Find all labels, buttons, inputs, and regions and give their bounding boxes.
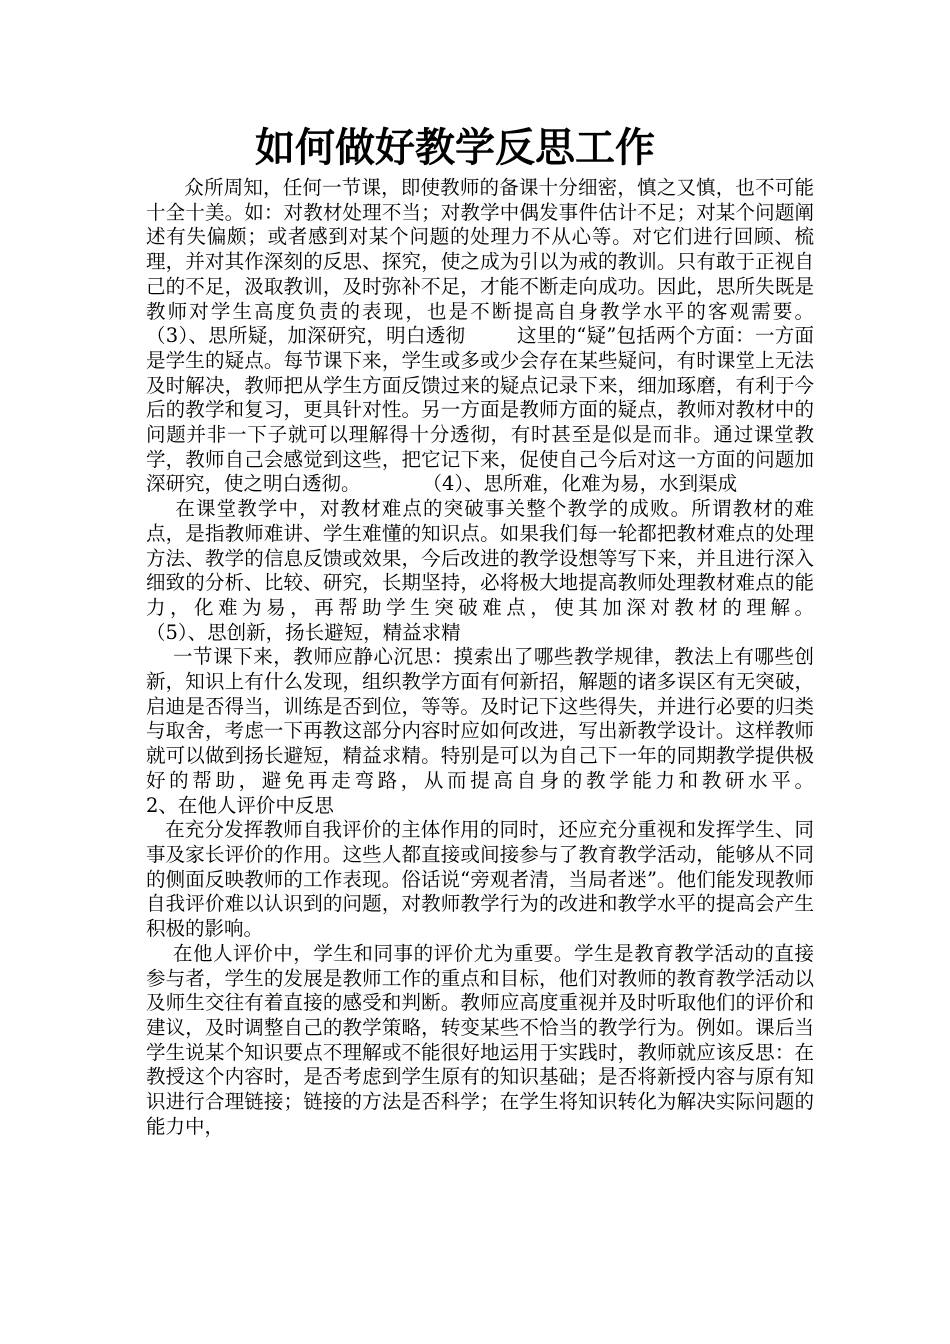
paragraph-3: 一节课下来，教师应静心沉思：摸索出了哪些教学规律，教法上有哪些创新，知识上有什么发现，组织教学方面有何新招，解题的诸多误区有无突破，启迪是否得当，训练是否到位，等等。及时记下这些得失，并进行必要的归类与取舍，考虑一下再教这部分内容时应如何改进，写出新教学设计。这样教师就可以做到扬长避短，精益求精。特别是可以为自己下一年的同期教学提供极好的帮助，避免再走弯路，从而提高自身的教学能力和教研水平。 2、在他人评价中反思 [146,645,914,817]
paragraph-5: 在他人评价中，学生和同事的评价尤为重要。学生是教育教学活动的直接参与者，学生的发展是教师工作的重点和目标，他们对教师的教育教学活动以及师生交往有着直接的感受和判断。教师应高度重视并及时听取他们的评价和建议，及时调整自己的教学策略，转变某些不恰当的教学行为。例如。课后当学生说某个知识要点不理解或不能很好地运用于实践时，教师就应该反思：在教授这个内容时，是否考虑到学生原有的知识基础；是否将新授内容与原有知识进行合理链接；链接的方法是否科学；在学生将知识转化为解决实际问题的能力中， [146,941,814,1138]
paragraph-2: 在课堂教学中，对教材难点的突破事关整个教学的成败。所谓教材的难点，是指教师难讲、学生难懂的知识点。如果我们每一轮都把教材难点的处理方法、教学的信息反馈或效果，今后改进的教学设想等写下来，并且进行深入细致的分析、比较、研究，长期坚持，必将极大地提高教师处理教材难点的能力，化难为易，再帮助学生突破难点，使其加深对教材的理解。 （5）、思创新，扬长避短，精益求精 [146,497,876,644]
document-body [146,176,914,1139]
paragraph-4: 在充分发挥教师自我评价的主体作用的同时，还应充分重视和发挥学生、同事及家长评价的作用。这些人都直接或间接参与了教育教学活动，能够从不同的侧面反映教师的工作表现。俗话说“旁观者清，当局者迷”。他们能发现教师自我评价难以认识到的问题，对教师教学行为的改进和教学水平的提高会产生积极的影响。 [146,818,814,941]
document-title: 如何做好教学反思工作 [255,124,655,171]
paragraph-1: 众所周知，任何一节课，即使教师的备课十分细密，慎之又慎，也不可能十全十美。如：对教材处理不当；对教学中偶发事件估计不足；对某个问题阐述有失偏颇；或者感到对某个问题的处理力不从心等。对它们进行回顾、梳理，并对其作深刻的反思、探究，使之成为引以为戒的教训。只有敢于正视自己的不足，汲取教训，及时弥补不足，才能不断走向成功。因此，思所失既是教师对学生高度负责的表现，也是不断提高自身教学水平的客观需要。 （3）、思所疑，加深研究，明白透彻 这里的“疑”包括两个方面：一方面是学生的疑点。每节课下来，学生或多或少会存在某些疑问，有时课堂上无法及时解决，教师把从学生方面反馈过来的疑点记录下来，细加琢磨，有利于今后的教学和复习，更具针对性。另一方面是教师方面的疑点，教师对教材中的问题并非一下子就可以理解得十分透彻，有时甚至是似是而非。通过课堂教学，教师自己会感觉到这些，把它记下来，促使自己今后对这一方面的问题加深研究，使之明白透彻。 （4）、思所难，化难为易，水到渠成 [146,176,876,496]
